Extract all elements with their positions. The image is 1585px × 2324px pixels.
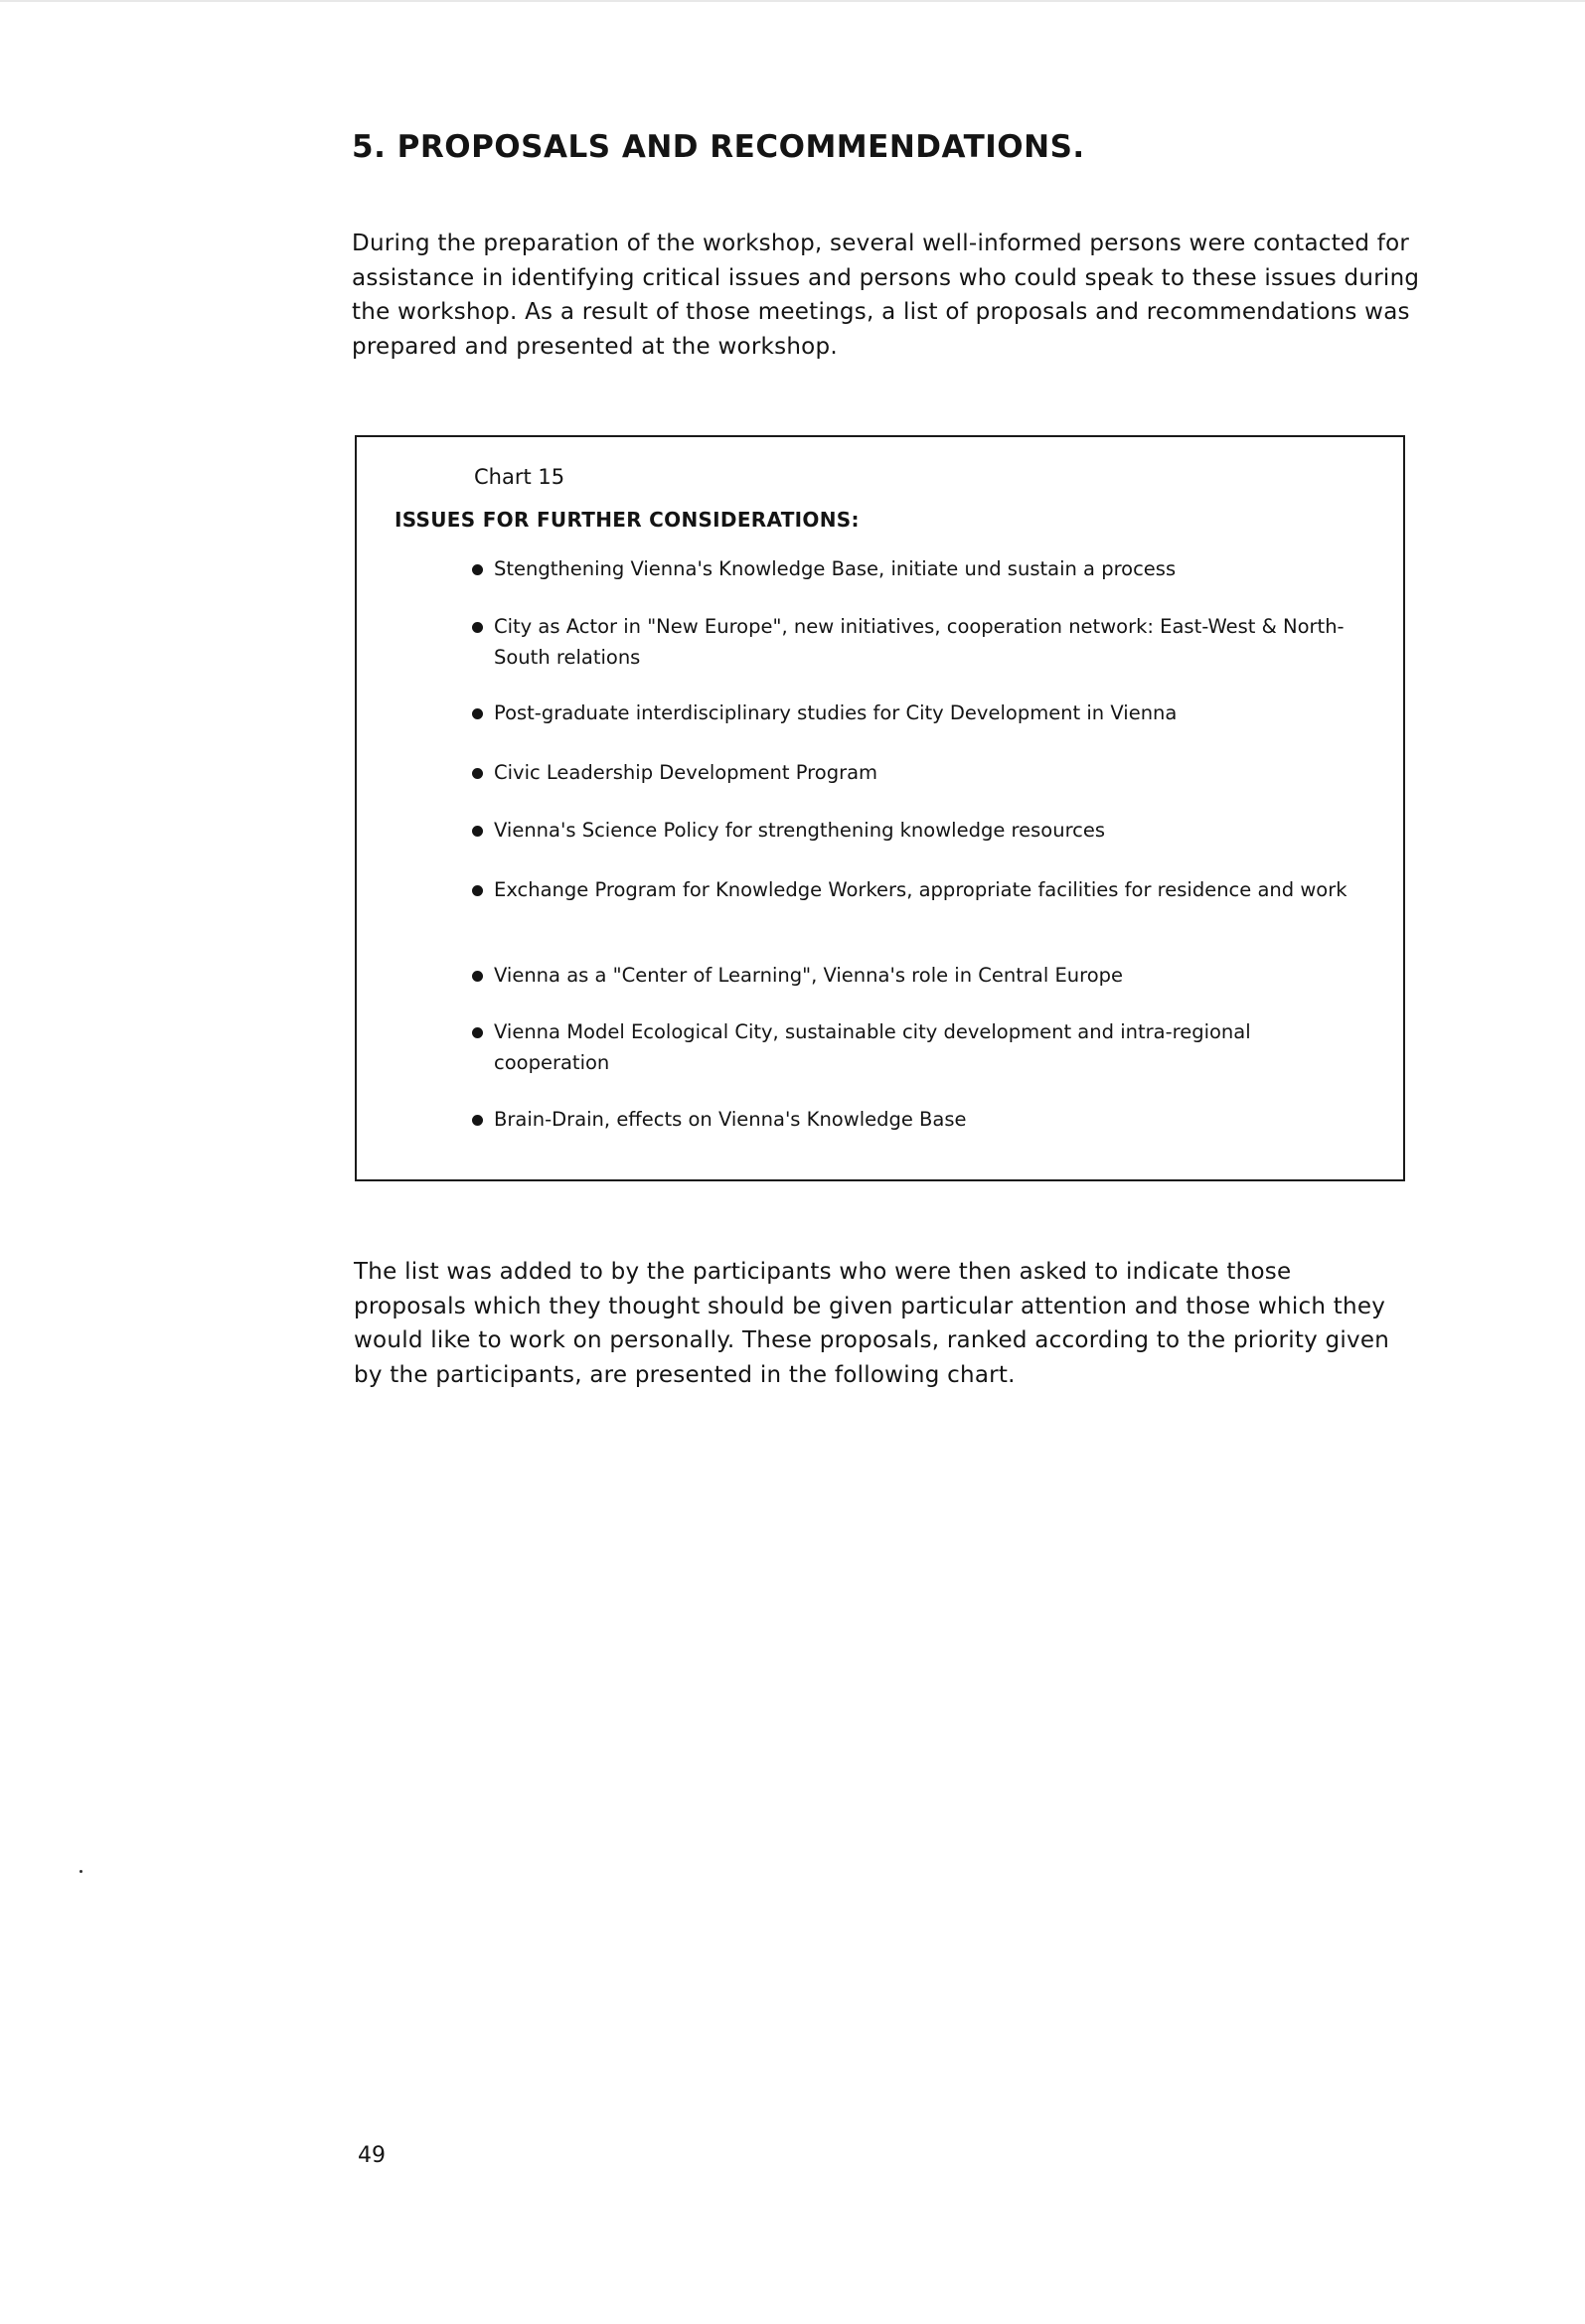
list-item-text: Brain-Drain, effects on Vienna's Knowledge Base	[494, 1108, 967, 1131]
list-item-text: Exchange Program for Knowledge Workers, appropriate facilities for residence and work	[494, 878, 1347, 901]
page-number: 49	[358, 2143, 386, 2168]
bullet-icon	[472, 622, 483, 633]
bullet-icon	[472, 971, 483, 982]
list-item-text: Stengthening Vienna's Knowledge Base, initiate und sustain a process	[494, 557, 1177, 580]
list-item	[472, 815, 1348, 846]
list-item-text: Post-graduate interdisciplinary studies for City Development in Vienna	[494, 701, 1178, 724]
list-item-text: Vienna's Science Policy for strengthening knowledge resources	[494, 819, 1106, 842]
list-item-text: Vienna Model Ecological City, sustainable city development and intra-regional cooperation	[494, 1020, 1251, 1074]
list-item	[472, 960, 1348, 991]
list-item-text: Civic Leadership Development Program	[494, 761, 878, 784]
issue-list	[357, 437, 1403, 1179]
chart-box	[355, 435, 1405, 1181]
list-item-text: City as Actor in "New Europe", new initiatives, cooperation network: East-West & North-South relations	[494, 615, 1345, 669]
scan-edge-rule	[0, 0, 1585, 2]
list-item	[472, 757, 1348, 788]
intro-paragraph: During the preparation of the workshop, several well-informed persons were contacted for assistance in identifying critical issues and persons who could speak to these issues during the workshop. As a result of those meetings, a list of proposals and recommendations was prepared and presented at the workshop.	[352, 231, 1420, 360]
outro-paragraph: The list was added to by the participants who were then asked to indicate those proposals which they thought should be given particular attention and those which they would like to work on personally. These proposals, ranked according to the priority given by the participants, are presented in the following chart.	[354, 1259, 1390, 1388]
list-item	[472, 611, 1348, 673]
bullet-icon	[472, 1115, 483, 1126]
section-heading: 5. PROPOSALS AND RECOMMENDATIONS.	[352, 129, 1085, 165]
list-item	[472, 1016, 1348, 1078]
list-item	[472, 697, 1348, 728]
chart-title: ISSUES FOR FURTHER CONSIDERATIONS:	[395, 508, 860, 532]
scan-speck	[79, 1870, 82, 1873]
bullet-icon	[472, 564, 483, 575]
bullet-icon	[472, 826, 483, 837]
list-item	[472, 1104, 1348, 1135]
bullet-icon	[472, 1027, 483, 1038]
list-item	[472, 553, 1348, 584]
chart-number: Chart 15	[474, 465, 565, 489]
bullet-icon	[472, 708, 483, 719]
bullet-icon	[472, 885, 483, 896]
list-item-text: Vienna as a "Center of Learning", Vienna's role in Central Europe	[494, 964, 1124, 987]
bullet-icon	[472, 768, 483, 779]
list-item	[472, 874, 1348, 905]
